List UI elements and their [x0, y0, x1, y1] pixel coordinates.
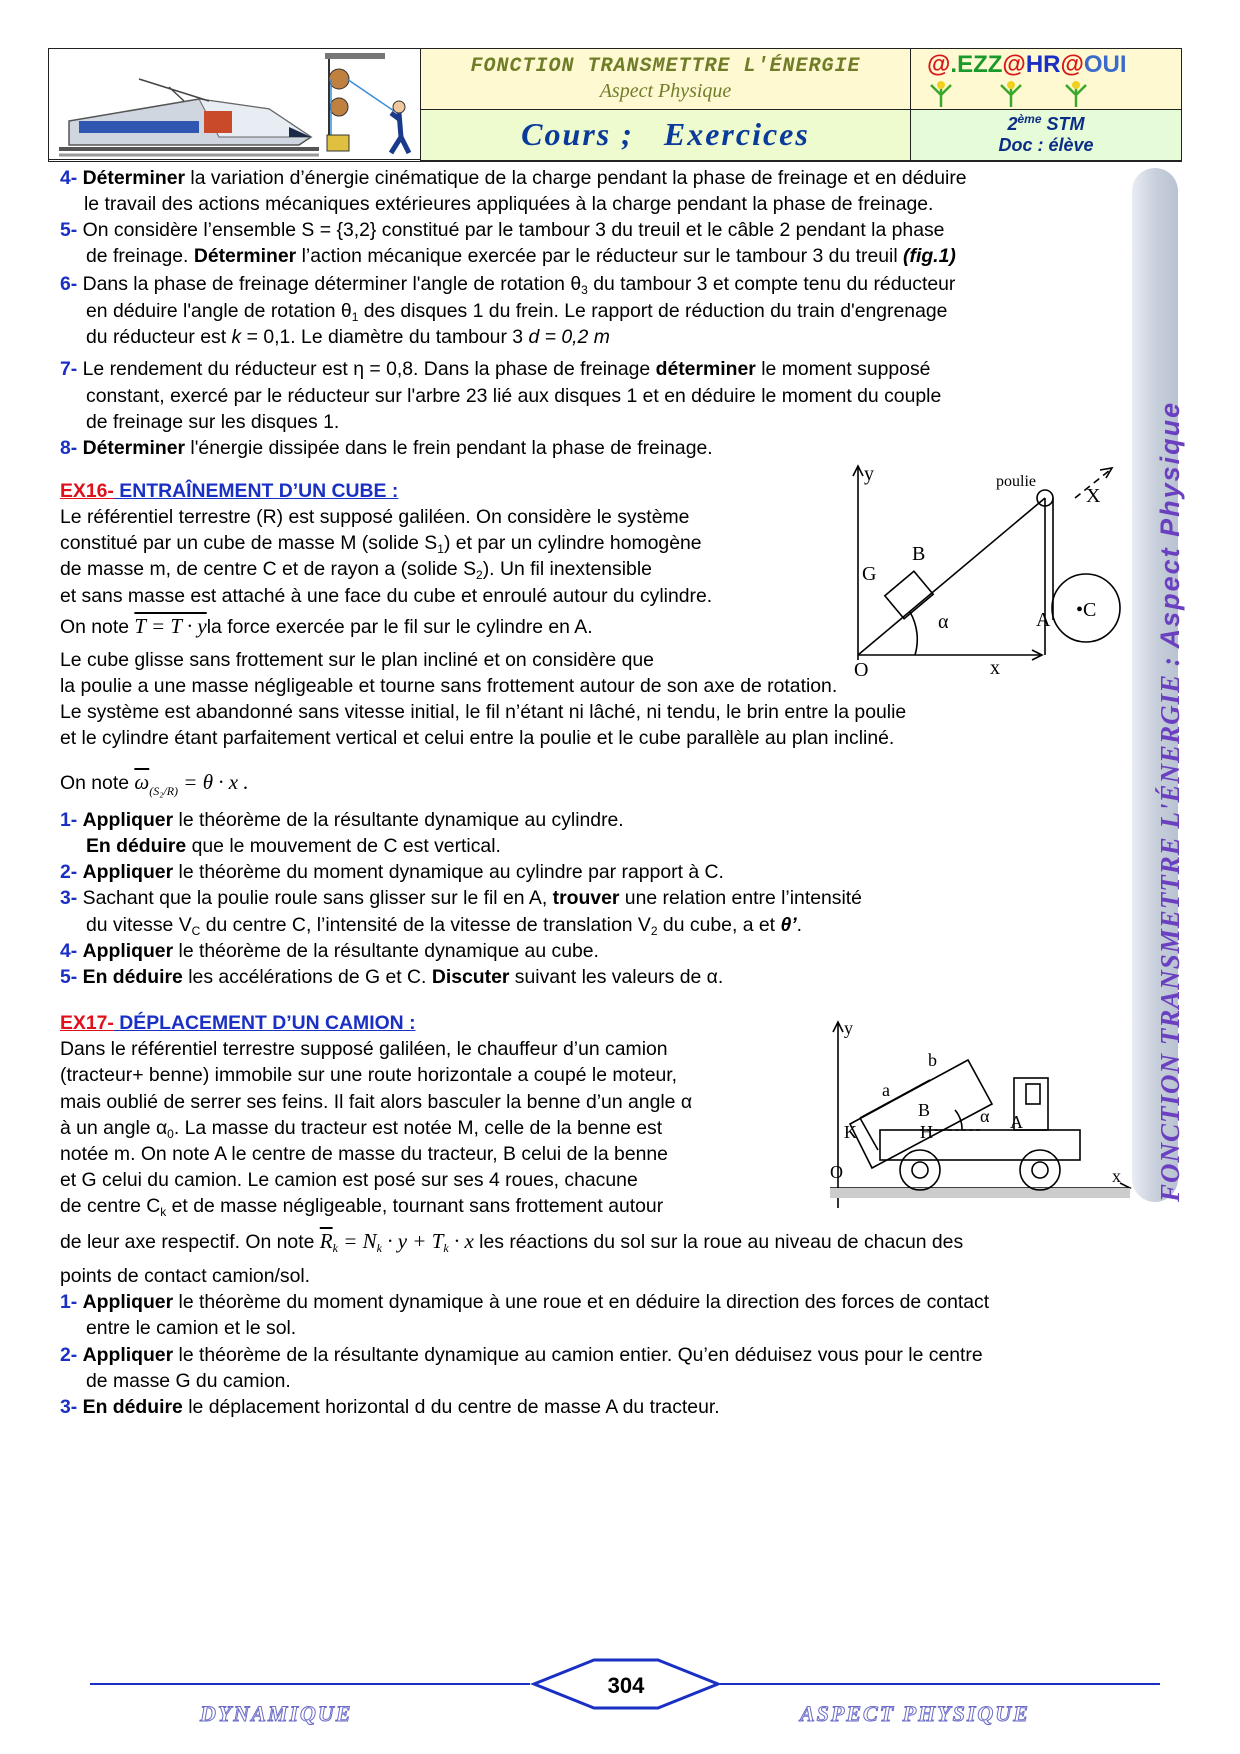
ex16-p6: Le cube glisse sans frottement sur le plan incliné et on considère que	[60, 649, 654, 671]
ex17-p5: notée m. On note A le centre de masse du tracteur, B celui de la benne	[60, 1143, 668, 1165]
ex16-q1b: En déduire que le mouvement de C est vertical.	[86, 835, 501, 857]
class-cell	[910, 109, 1182, 161]
ex17-p6: et G celui du camion. Le camion est posé sur ses 4 roues, chacune	[60, 1169, 638, 1191]
label-G: G	[862, 563, 877, 585]
footer-line-left	[90, 1683, 530, 1685]
tension-formula: T = T · y	[134, 614, 207, 638]
q5-line1: 5- On considère l’ensemble S = {3,2} constitué par le tambour 3 du treuil et le câble 2 pendant la phase	[60, 219, 945, 241]
train-icon	[59, 79, 319, 155]
author-name: @.EZZ@HR@OUI	[927, 51, 1127, 78]
label-a: a	[882, 1080, 890, 1100]
ex17-heading: EX17- DÉPLACEMENT D’UN CAMION :	[60, 1012, 416, 1034]
ex17-q2: 2- Appliquer le théorème de la résultante dynamique au camion entier. Qu’en déduisez vous pour le centre	[60, 1344, 983, 1366]
ex17-p9: points de contact camion/sol.	[60, 1265, 311, 1287]
q4-line1: 4- Déterminer la variation d’énergie cinématique de la charge pendant la phase de freinage et en déduire	[60, 167, 967, 189]
label-H: H	[920, 1122, 933, 1142]
ex16-q3b: du vitesse $V_C$ du centre C, l’intensité de la vitesse de translation $V_2$ du cube, a et θ’.	[86, 914, 803, 938]
ex16-q1: 1- Appliquer le théorème de la résultante dynamique au cylindre.	[60, 809, 624, 831]
ex17-figure	[820, 1018, 1140, 1218]
label-y: y	[864, 463, 874, 485]
label-X: X	[1086, 485, 1101, 507]
wheel-front	[1020, 1150, 1060, 1190]
q6-line3: du réducteur est k = 0,1. Le diamètre du tambour 3 d = 0,2 m	[86, 326, 610, 348]
side-band-text: FONCTION TRANSMETTRE L'ÉNERGIE : Aspect Physique	[1155, 400, 1185, 1202]
label-x: x	[990, 657, 1000, 679]
ex16-p5: On note T = T · yla force exercée par le fil sur le cylindre en A.	[60, 614, 593, 638]
label-x: x	[1112, 1166, 1121, 1186]
label-poulie: poulie	[996, 473, 1036, 490]
ex16-q3: 3- Sachant que la poulie roule sans glisser sur le fil en A, trouver une relation entre l’intensité	[60, 887, 862, 909]
ex16-p9: et le cylindre étant parfaitement vertical et celui entre la poulie et le cube parallèle au plan incliné.	[60, 727, 895, 749]
q4-line2: le travail des actions mécaniques extérieures appliquées à la charge pendant la phase de freinage.	[84, 193, 934, 215]
ex17-q1: 1- Appliquer le théorème du moment dynamique à une roue et en déduire la direction des forces de contact	[60, 1291, 990, 1313]
ex16-p3: de masse m, de centre C et de rayon a (solide $S_2$). Un fil inextensible	[60, 558, 652, 582]
ex17-p7: de centre $C_k$ et de masse négligeable, tournant sans frottement autour	[60, 1195, 664, 1219]
q6-line2: en déduire l'angle de rotation $\theta_1$ des disques 1 du frein. Le rapport de réduction du train d'engrenage	[86, 300, 948, 324]
footer-left-label: DYNAMIQUE	[200, 1701, 353, 1726]
footer-line-right	[720, 1683, 1160, 1685]
label-B: B	[918, 1100, 931, 1120]
cours-exercices-label: Cours ; Exercices	[521, 116, 810, 152]
q7-line3: de freinage sur les disques 1.	[86, 411, 340, 433]
ex16-p8: Le système est abandonné sans vitesse initial, le fil n’étant ni lâché, ni tendu, le brin entre la poulie	[60, 701, 907, 723]
ex16-p10: On note $\overline{\omega}_{(S_2/R)} = \theta \cdot x$ .	[60, 770, 249, 798]
ex17-q1b: entre le camion et le sol.	[86, 1317, 297, 1339]
label-A: A	[1010, 1112, 1023, 1132]
q7-line1: 7- Le rendement du réducteur est η = 0,8. Dans la phase de freinage déterminer le moment supposé	[60, 358, 931, 380]
label-A: A	[1036, 609, 1051, 631]
reaction-formula: $\overline{R}_k = N_k \cdot y + T_k \cdot x$	[319, 1229, 474, 1255]
ex17-p4: à un angle $\alpha_0$. La masse du tracteur est notée M, celle de la benne est	[60, 1117, 663, 1141]
ex17-q2b: de masse G du camion.	[86, 1370, 291, 1392]
ex16-q5: 5- En déduire les accélérations de G et C. Discuter suivant les valeurs de α.	[60, 966, 724, 988]
q5-line2: de freinage. Déterminer l’action mécanique exercée par le réducteur sur le tambour 3 du treuil (fig.1)	[86, 245, 956, 267]
label-alpha: α	[980, 1106, 990, 1126]
doc-label: Doc : élève	[998, 135, 1094, 155]
header-illustration	[48, 48, 421, 160]
incline-plane	[858, 498, 1045, 655]
label-B: B	[912, 543, 926, 565]
ex16-p2: constitué par un cube de masse M (solide $S_1$) et par un cylindre homogène	[60, 532, 702, 556]
footer-right-label: ASPECT PHYSIQUE	[800, 1701, 1030, 1726]
label-o: O	[830, 1162, 843, 1182]
ex17-p8: de leur axe respectif. On note $\overline{R}_k = N_k \cdot y + T_k \cdot x$ les réactions du sol sur la roue au niveau de chacun des	[60, 1229, 964, 1255]
label-K: K	[844, 1122, 857, 1142]
ex17-p2: (tracteur+ benne) immobile sur une route horizontale a coupé le moteur,	[60, 1064, 678, 1086]
pulley-icon	[325, 53, 409, 153]
ex17-p1: Dans le référentiel terrestre supposé galiléen, le chauffeur d’un camion	[60, 1038, 668, 1060]
author-cell	[910, 48, 1182, 110]
q8-line1: 8- Déterminer l'énergie dissipée dans le frein pendant la phase de freinage.	[60, 437, 713, 459]
ex16-q2: 2- Appliquer le théorème du moment dynamique au cylindre par rapport à C.	[60, 861, 724, 883]
ex17-p3: mais oublié de serrer ses feins. Il fait alors basculer la benne d’un angle α	[60, 1091, 693, 1113]
q6-line1: 6- Dans la phase de freinage déterminer l'angle de rotation $\theta_3$ du tambour 3 et compte tenu du réducteur	[60, 273, 956, 297]
label-o: O	[854, 659, 869, 680]
ex17-q3: 3- En déduire le déplacement horizontal d du centre de masse A du tracteur.	[60, 1396, 720, 1418]
title-cell	[420, 48, 911, 110]
flowers-icon	[911, 79, 1183, 109]
q7-line2: constant, exercé par le réducteur sur l'arbre 23 lié aux disques 1 et en déduire le moment du couple	[86, 385, 942, 407]
label-b: b	[928, 1050, 937, 1070]
page-number-badge	[530, 1656, 722, 1712]
ex16-p4: et sans masse est attaché à une face du cube et enroulé autour du cylindre.	[60, 585, 713, 607]
ex16-p7: la poulie a une masse négligeable et tourne sans frottement autour de son axe de rotation.	[60, 675, 838, 697]
train-pulley-illustration	[49, 49, 422, 161]
cours-cell	[420, 109, 911, 161]
module-subtitle: Aspect Physique	[599, 80, 732, 102]
ex16-figure	[840, 460, 1130, 680]
label-alpha: α	[938, 611, 949, 633]
ex16-heading: EX16- ENTRAÎNEMENT D’UN CUBE :	[60, 480, 399, 502]
label-y: y	[844, 1018, 853, 1038]
ex16-q4: 4- Appliquer le théorème de la résultante dynamique au cube.	[60, 940, 599, 962]
header-table	[48, 48, 1182, 162]
class-label: 2ème STM	[1007, 112, 1085, 134]
chassis	[880, 1130, 1080, 1160]
wheel-rear	[900, 1150, 940, 1190]
page-number: 304	[607, 1673, 645, 1698]
ex16-p1: Le référentiel terrestre (R) est supposé galiléen. On considère le système	[60, 506, 690, 528]
label-C: •C	[1076, 599, 1097, 621]
module-title: FONCTION TRANSMETTRE L'ÉNERGIE	[470, 55, 861, 78]
